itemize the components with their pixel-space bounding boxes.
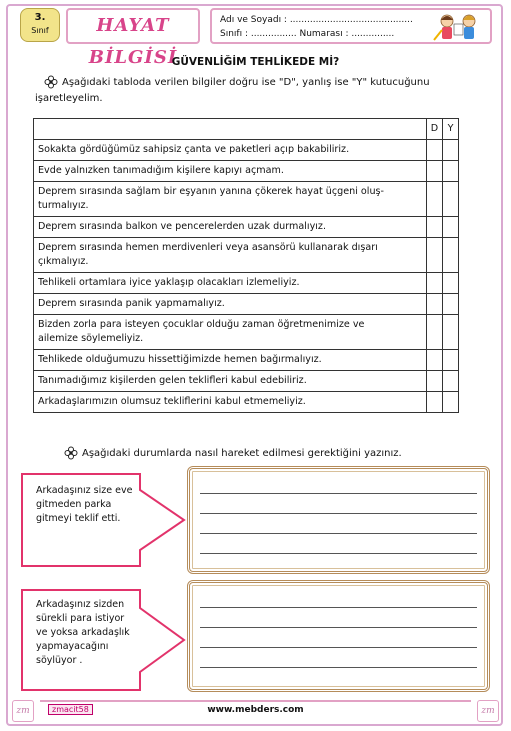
statement-text: Tanımadığımız kişilerden gelen teklifleri kabul edebiliriz. — [34, 371, 427, 392]
statement-text — [34, 182, 427, 217]
table-row — [34, 182, 459, 217]
answer-d-box[interactable] — [427, 371, 443, 392]
answer-box-1[interactable] — [187, 466, 490, 574]
statement-text: Sokakta gördüğümüz sahipsiz çanta ve paketleri açıp bakabiliriz. — [34, 140, 427, 161]
answer-line[interactable] — [200, 627, 477, 628]
scenario-line: Arkadaşınız sizden — [36, 599, 125, 610]
answer-line[interactable] — [200, 647, 477, 648]
answer-y-box[interactable] — [443, 161, 459, 182]
flower-bullet-icon — [44, 75, 58, 89]
corner-logo-left: zm — [12, 700, 34, 722]
table-row — [34, 238, 459, 273]
subject-title: HAYAT BİLGİSİ — [66, 8, 200, 44]
answer-line[interactable] — [200, 667, 477, 668]
answer-d-box[interactable] — [427, 350, 443, 371]
answer-line[interactable] — [200, 607, 477, 608]
answer-y-box[interactable] — [443, 140, 459, 161]
section2-instruction: Aşağıdaki durumlarda nasıl hareket edilmesi gerektiğini yazınız. — [82, 448, 402, 459]
answer-line[interactable] — [200, 533, 477, 534]
table-row — [34, 392, 459, 413]
footer-url-link[interactable]: www.mebders.com — [207, 705, 304, 715]
student-info-box — [210, 8, 492, 44]
statement-line: Deprem sırasında sağlam bir eşyanın yanına çökerek hayat üçgeni oluş- — [38, 186, 385, 197]
statement-text: Evde yalnızken tanımadığım kişilere kapıyı açmam. — [34, 161, 427, 182]
answer-y-box[interactable] — [443, 350, 459, 371]
answer-y-box[interactable] — [443, 392, 459, 413]
answer-d-box[interactable] — [427, 182, 443, 217]
answer-box-2[interactable] — [187, 580, 490, 692]
answer-line[interactable] — [200, 553, 477, 554]
statement-text: Deprem sırasında balkon ve pencerelerden uzak durmalıyız. — [34, 217, 427, 238]
column-d-header: D — [427, 119, 443, 140]
scenario-line: yapmayacağını — [36, 641, 109, 652]
grade-number: 3. — [34, 12, 46, 23]
answer-d-box[interactable] — [427, 140, 443, 161]
section1-instruction-line2: işaretleyelim. — [35, 93, 103, 104]
statement-line: Bizden zorla para isteyen çocuklar olduğu zaman öğretmenimize ve — [38, 319, 365, 330]
footer-divider — [40, 700, 471, 702]
table-header-statement — [34, 119, 427, 140]
table-row — [34, 294, 459, 315]
children-illustration-icon — [432, 12, 484, 42]
statement-text: Tehlikeli ortamlara iyice yaklaşıp olacakları izlemeliyiz. — [34, 273, 427, 294]
answer-y-box[interactable] — [443, 294, 459, 315]
column-y-header: Y — [443, 119, 459, 140]
statement-text — [34, 315, 427, 350]
answer-y-box[interactable] — [443, 273, 459, 294]
answer-line[interactable] — [200, 513, 477, 514]
name-field[interactable]: Adı ve Soyadı : ........................................... — [220, 15, 413, 25]
statement-line: ailemize söylemeliyiz. — [38, 333, 144, 344]
answer-y-box[interactable] — [443, 371, 459, 392]
scenario-line: sürekli para istiyor — [36, 613, 125, 624]
answer-d-box[interactable] — [427, 392, 443, 413]
statement-text: Deprem sırasında panik yapmamalıyız. — [34, 294, 427, 315]
flower-bullet-icon — [64, 446, 78, 460]
statement-text: Tehlikede olduğumuzu hissettiğimizde hemen bağırmalıyız. — [34, 350, 427, 371]
answer-d-box[interactable] — [427, 217, 443, 238]
statement-line: turmalıyız. — [38, 200, 89, 211]
scenario-line: ve yoksa arkadaşlık — [36, 627, 130, 638]
scenario1-text — [26, 484, 132, 526]
statement-text — [34, 238, 427, 273]
table-row — [34, 315, 459, 350]
answer-d-box[interactable] — [427, 273, 443, 294]
answer-d-box[interactable] — [427, 161, 443, 182]
statement-line: Deprem sırasında hemen merdivenleri veya asansörü kullanarak dışarı — [38, 242, 378, 253]
statement-text: Arkadaşlarımızın olumsuz tekliflerini kabul etmemeliyiz. — [34, 392, 427, 413]
answer-line[interactable] — [200, 493, 477, 494]
table-row — [34, 273, 459, 294]
scenario-line: söylüyor . — [36, 655, 83, 666]
answer-y-box[interactable] — [443, 217, 459, 238]
page-title: GÜVENLİĞİM TEHLİKEDE Mİ? — [171, 56, 340, 68]
class-number-field[interactable]: Sınıfı : ................ Numarası : ............... — [220, 29, 395, 39]
scenario-line: gitmeden parka — [36, 499, 112, 510]
footer-brand: zmacit58 — [48, 704, 93, 715]
grade-label: Sınıf — [31, 26, 49, 35]
answer-y-box[interactable] — [443, 315, 459, 350]
section1-instruction-line1: Aşağıdaki tabloda verilen bilgiler doğru ise "D", yanlış ise "Y" kutucuğunu — [62, 77, 430, 88]
table-header-row — [34, 119, 459, 140]
statement-line: çıkmalıyız. — [38, 256, 89, 267]
answer-d-box[interactable] — [427, 315, 443, 350]
table-row — [34, 161, 459, 182]
scenario2-text — [26, 598, 130, 668]
answer-y-box[interactable] — [443, 182, 459, 217]
grade-badge — [20, 8, 60, 42]
table-row — [34, 217, 459, 238]
answer-d-box[interactable] — [427, 238, 443, 273]
table-row — [34, 371, 459, 392]
answer-y-box[interactable] — [443, 238, 459, 273]
table-row — [34, 140, 459, 161]
answer-d-box[interactable] — [427, 294, 443, 315]
scenario-line: Arkadaşınız size eve — [36, 485, 133, 496]
table-row — [34, 350, 459, 371]
corner-logo-right: zm — [477, 700, 499, 722]
scenario-line: gitmeyi teklif etti. — [36, 513, 121, 524]
true-false-table — [33, 118, 459, 413]
